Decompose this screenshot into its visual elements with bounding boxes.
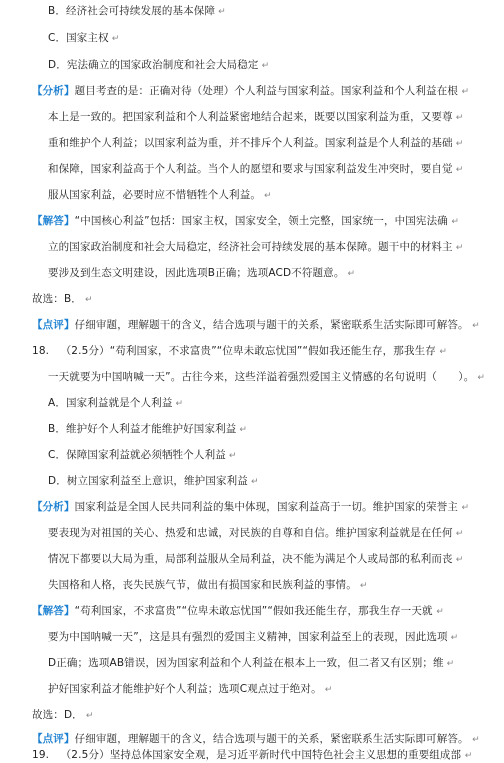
paragraph-mark-icon: ↵: [215, 7, 226, 17]
q18-comment: [32, 732, 480, 747]
q17-comment-text: 仔细审题，理解题干的含义，结合选项与题干的关系，紧密联系生活实际即可解答。: [74, 319, 469, 331]
q18-stem-text: （2.5分）“苟利国家，不求富贵”“位卑未敢忘忧国”“假如我还能生存，那我生存: [60, 345, 436, 357]
paragraph-mark-icon: ↵: [452, 139, 464, 149]
q17-answer-tag: 【解答】: [32, 215, 75, 227]
paragraph-mark-icon: ↵: [108, 34, 120, 44]
paragraph-mark-icon: ↵: [451, 217, 460, 227]
paragraph-mark-icon: ↵: [81, 295, 93, 305]
q17-analysis-text: 题目考查的是：正确对待（处理）个人利益与国家利益。国家利益和个人利益在根: [74, 85, 459, 97]
q18-option-c: C．保障国家利益就必须牺牲个人利益 ↵: [48, 449, 237, 461]
q18-analysis-line-3: 情况下都要以大局为重，局部利益服从全局利益，决不能为满足个人或局部的私利而丧 ↵: [48, 553, 464, 565]
paragraph-mark-icon: ↵: [464, 751, 473, 761]
paragraph-mark-icon: ↵: [474, 373, 486, 383]
q19-stem-text: （2.5分）坚持总体国家安全观，是习近平新时代中国特色社会主义思想的重要组成部: [60, 749, 462, 761]
q18-analysis-tag: 【分析】: [32, 501, 75, 513]
q18-analysis-line-1: [32, 500, 469, 515]
q18-option-b: B．维护好个人利益才能维护好国家利益 ↵: [48, 423, 248, 435]
q18-comment-tag: 【点评】: [32, 733, 75, 745]
paragraph-mark-icon: ↵: [344, 269, 356, 279]
paragraph-mark-icon: ↵: [225, 451, 237, 461]
paragraph-mark-icon: ↵: [461, 87, 470, 97]
q18-option-d: D．树立国家利益至上意识，维护国家利益 ↵: [48, 475, 259, 487]
q18-option-a: A．国家利益就是个人利益 ↵: [48, 397, 184, 409]
q17-analysis-line-2: 本上是一致的。把国家利益和个人利益紧密地结合起来，既要以国家利益为重，又要尊 ↵: [48, 111, 464, 123]
q17-analysis-line-3: 重和维护个人利益；以国家利益为重，并不排斥个人利益。国家利益是个人利益的基础 ↵: [48, 137, 464, 149]
paragraph-mark-icon: ↵: [439, 347, 448, 357]
paragraph-mark-icon: ↵: [82, 711, 94, 721]
q18-conclusion: 故选：D． ↵: [32, 709, 94, 721]
q18-stem-line-2: 一天就要为中国呐喊一天”。古往今来，这些洋溢着强烈爱国主义情感的名句说明（ ）。 ↵: [48, 371, 486, 383]
q18-answer-line-2: 要为中国呐喊一天”，这是具有强烈的爱国主义精神，国家利益至上的表现，因此选项 ↵: [48, 631, 459, 643]
q17-conclusion: 故选：B． ↵: [32, 293, 93, 305]
paragraph-mark-icon: ↵: [172, 399, 184, 409]
q17-option-d: D．宪法确立的国家政治制度和社会大局稳定 ↵: [48, 59, 270, 71]
q17-answer-line-3: 要涉及到生态文明建设，因此选项B正确；选项ACD不符题意。 ↵: [48, 267, 356, 279]
q18-answer-line-3: D正确；选项AB错误，因为国家利益和个人利益在根本上一致，但二者又有区别；维 ↵: [48, 657, 455, 669]
paragraph-mark-icon: ↵: [472, 321, 480, 331]
paragraph-mark-icon: ↵: [447, 633, 459, 643]
paragraph-mark-icon: ↵: [452, 555, 464, 565]
q17-comment-tag: 【点评】: [32, 319, 75, 331]
q17-comment: [32, 318, 480, 333]
q18-analysis-line-2: 要表现为对祖国的关心、热爱和忠诚，对民族的自尊和自信。维护国家利益就是在任何 ↵: [48, 527, 464, 539]
paragraph-mark-icon: ↵: [356, 581, 368, 591]
paragraph-mark-icon: ↵: [461, 503, 470, 513]
q17-analysis-line-5: 服从国家利益，必要时应不惜牺牲个人利益。 ↵: [48, 189, 272, 201]
q17-answer-text: “中国核心利益”包括：国家主权，国家安全，领土完整，国家统一，中国宪法确: [74, 215, 448, 227]
paragraph-mark-icon: ↵: [247, 477, 259, 487]
q18-answer-line-1: [32, 604, 444, 619]
q18-answer-line-4: 护好国家利益才能维护好个人利益；选项C观点过于绝对。 ↵: [48, 683, 333, 695]
paragraph-mark-icon: ↵: [236, 425, 248, 435]
q17-analysis-tag: 【分析】: [32, 85, 75, 97]
paragraph-mark-icon: ↵: [258, 61, 270, 71]
q17-analysis-line-1: [32, 84, 469, 99]
q18-comment-text: 仔细审题，理解题干的含义，结合选项与题干的关系，紧密联系生活实际即可解答。: [74, 733, 469, 745]
paragraph-mark-icon: ↵: [321, 685, 333, 695]
paragraph-mark-icon: ↵: [472, 735, 480, 745]
q18-analysis-text: 国家利益是全国人民共同利益的集中体现，国家利益高于一切。维护国家的荣誉主: [74, 501, 459, 513]
q17-answer-line-1: [32, 214, 459, 229]
paragraph-mark-icon: ↵: [261, 191, 272, 201]
q19-number: 19.: [32, 749, 50, 761]
q18-stem-line-1: [32, 344, 447, 359]
paragraph-mark-icon: ↵: [443, 659, 455, 669]
q18-analysis-line-4: 失国格和人格，丧失民族气节，做出有损国家和民族利益的事情。 ↵: [48, 579, 368, 591]
paragraph-mark-icon: ↵: [452, 165, 464, 175]
q17-analysis-line-4: 和保障，国家利益高于个人利益。当个人的愿望和要求与国家利益发生冲突时，要自觉 ↵: [48, 163, 464, 175]
q17-option-c: C．国家主权 ↵: [48, 32, 120, 44]
paragraph-mark-icon: ↵: [452, 113, 464, 123]
q18-answer-tag: 【解答】: [32, 605, 75, 617]
q18-answer-text: “苟利国家，不求富贵”“位卑未敢忘忧国”“假如我还能生存，那我生存一天就: [74, 605, 433, 617]
paragraph-mark-icon: ↵: [452, 243, 464, 253]
paragraph-mark-icon: ↵: [452, 529, 464, 539]
q18-number: 18.: [32, 345, 50, 357]
q17-option-b: B．经济社会可持续发展的基本保障 ↵: [48, 5, 226, 17]
q17-answer-line-2: 立的国家政治制度和社会大局稳定，经济社会可持续发展的基本保障。题干中的材料主 ↵: [48, 241, 464, 253]
q19-stem-line-1: [32, 748, 472, 763]
paragraph-mark-icon: ↵: [436, 607, 444, 617]
